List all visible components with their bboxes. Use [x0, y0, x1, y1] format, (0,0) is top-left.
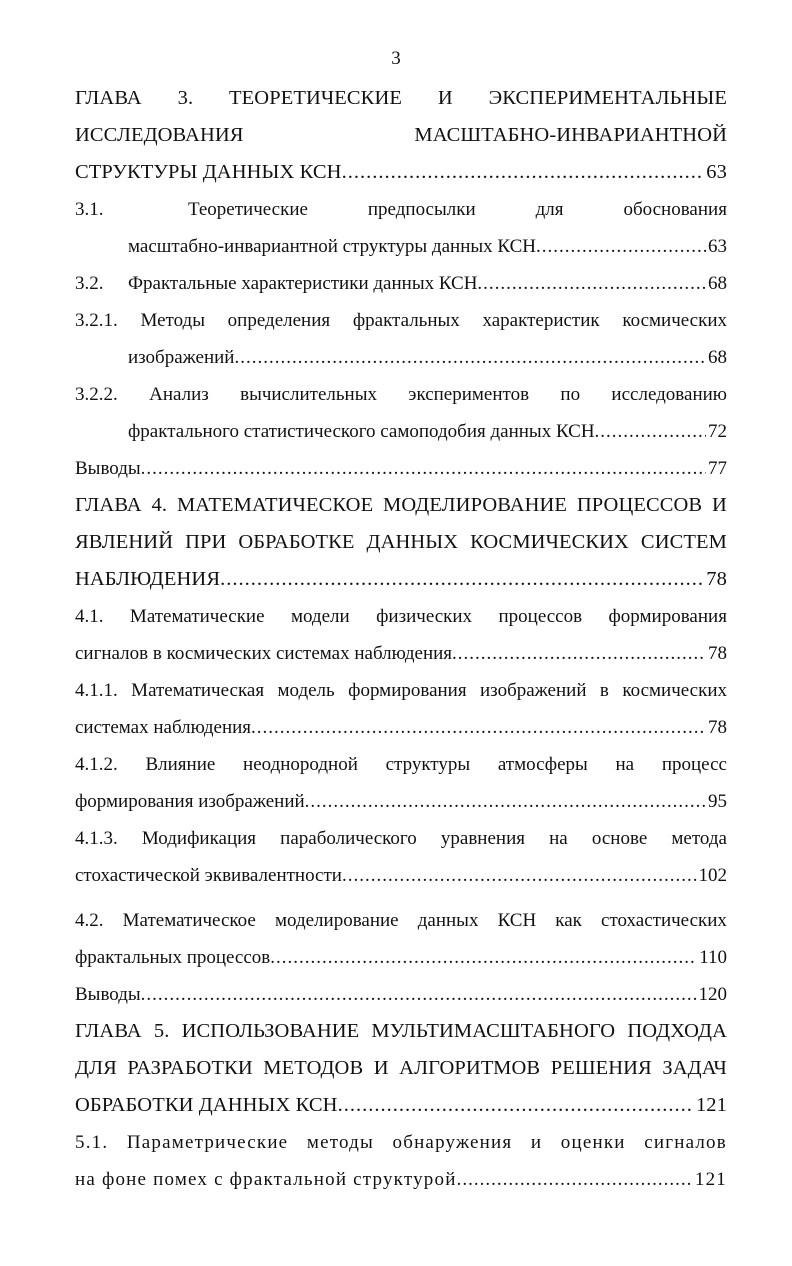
toc-word: процессов — [498, 606, 583, 627]
toc-section-number: 4.1.2. — [75, 754, 118, 775]
toc-title-text: формирования изображений — [75, 791, 305, 812]
dot-leader — [305, 783, 706, 820]
toc-word: на — [615, 754, 635, 775]
toc-word: Математическое — [122, 910, 256, 931]
toc-word: И — [712, 494, 727, 516]
toc-page-number: 121 — [695, 1094, 727, 1116]
toc-title-text: Выводы — [75, 984, 141, 1005]
toc-word: обоснования — [623, 199, 727, 220]
toc-page-number: 68 — [708, 273, 727, 294]
dot-leader — [234, 339, 706, 376]
toc-chapter-5-line-2 — [75, 1050, 727, 1087]
toc-conclusions-4 — [75, 976, 727, 1013]
toc-page-number: 120 — [698, 984, 727, 1005]
toc-title-text: масштабно-инвариантной структуры данных КСН — [128, 236, 536, 257]
toc-conclusions-3 — [75, 450, 727, 487]
toc-section-number: 3.2. — [75, 273, 104, 294]
toc-section-number: 3.2.2. — [75, 384, 118, 405]
toc-word: оценки — [560, 1132, 626, 1153]
toc-word: параболического — [280, 828, 417, 849]
toc-word: И — [373, 1057, 389, 1079]
toc-title-text: фрактального статистического самоподобия данных КСН — [128, 421, 595, 442]
toc-word: физических — [376, 606, 473, 627]
toc-section-3-2 — [75, 265, 727, 302]
dot-leader — [342, 154, 705, 191]
toc-word: уравнения — [440, 828, 525, 849]
toc-word: формирования — [608, 606, 727, 627]
toc-title-text: фрактальных процессов — [75, 947, 271, 968]
toc-section-4-2-line-1 — [75, 902, 727, 939]
toc-word: КСН — [497, 910, 537, 931]
toc-word: модель — [277, 680, 335, 701]
toc-word: ГЛАВА — [75, 494, 142, 516]
toc-word: ГЛАВА — [75, 87, 142, 109]
toc-page-number: 95 — [708, 791, 727, 812]
toc-word: ИССЛЕДОВАНИЯ — [75, 124, 244, 146]
toc-word: КОСМИЧЕСКИХ — [470, 531, 629, 553]
toc-word: данных — [417, 910, 479, 931]
toc-page-number: 110 — [699, 947, 727, 968]
toc-word: Влияние — [145, 754, 216, 775]
toc-word: исследованию — [611, 384, 727, 405]
toc-word: обнаружения — [392, 1132, 513, 1153]
table-of-contents — [75, 80, 727, 1198]
toc-word: ОБРАБОТКЕ — [238, 531, 355, 553]
toc-word: МАТЕМАТИЧЕСКОЕ — [176, 494, 374, 516]
dot-leader — [452, 635, 706, 672]
toc-chapter-3-line-1 — [75, 80, 727, 117]
toc-word: Параметрические — [126, 1132, 289, 1153]
toc-section-number: 3.2.1. — [75, 310, 118, 331]
toc-word: как — [555, 910, 582, 931]
dot-leader — [477, 265, 706, 302]
toc-title-text: изображений — [128, 347, 235, 368]
toc-section-4-1-line-2 — [75, 635, 727, 672]
toc-word: ПОДХОДА — [627, 1020, 727, 1042]
toc-word: метода — [671, 828, 727, 849]
toc-title-text: СТРУКТУРЫ ДАННЫХ КСН — [75, 161, 342, 183]
toc-word: для — [535, 199, 564, 220]
toc-word: Математические — [129, 606, 265, 627]
toc-chapter-5-line-3 — [75, 1087, 727, 1124]
toc-section-3-1-line-1 — [75, 191, 727, 228]
toc-word: формирования — [348, 680, 467, 701]
toc-word: И — [437, 87, 453, 109]
toc-section-5-1-line-1 — [75, 1124, 727, 1161]
toc-word: на — [549, 828, 568, 849]
toc-word: космических — [622, 310, 727, 331]
dot-leader — [141, 450, 706, 487]
toc-chapter-4-line-1 — [75, 487, 727, 524]
toc-word: ЭКСПЕРИМЕНТАЛЬНЫЕ — [488, 87, 727, 109]
toc-word: ДЛЯ — [75, 1057, 117, 1079]
toc-page-number: 102 — [698, 865, 727, 886]
toc-word: экспериментов — [408, 384, 530, 405]
toc-chapter-4-line-3 — [75, 561, 727, 598]
dot-leader — [251, 709, 706, 746]
toc-section-5-1-line-2 — [75, 1161, 727, 1198]
toc-word: характеристик — [482, 310, 600, 331]
toc-chapter-5-line-1 — [75, 1013, 727, 1050]
dot-leader — [595, 413, 706, 450]
toc-word: процесс — [661, 754, 727, 775]
toc-page-number: 121 — [694, 1169, 727, 1190]
toc-word: МОДЕЛИРОВАНИЕ — [383, 494, 568, 516]
toc-title-text: на фоне помех с фрактальной структурой — [75, 1169, 457, 1190]
toc-section-3-2-2-line-2 — [75, 413, 727, 450]
toc-section-3-1-line-2 — [75, 228, 727, 265]
toc-chapter-4-line-2 — [75, 524, 727, 561]
toc-section-4-1-line-1 — [75, 598, 727, 635]
toc-title-text: стохастической эквивалентности — [75, 865, 342, 886]
toc-section-4-1-2-line-1 — [75, 746, 727, 783]
toc-word: стохастических — [601, 910, 727, 931]
toc-word: ПРИ — [185, 531, 227, 553]
toc-section-4-1-2-line-2 — [75, 783, 727, 820]
toc-word: модели — [290, 606, 350, 627]
toc-word: РЕШЕНИЯ — [550, 1057, 652, 1079]
dot-leader — [141, 976, 697, 1013]
toc-section-4-1-3-line-2 — [75, 857, 727, 894]
toc-word: 3. — [177, 87, 194, 109]
toc-word: МУЛЬТИМАСШТАБНОГО — [371, 1020, 616, 1042]
dot-leader — [536, 228, 706, 265]
toc-word: неоднородной — [243, 754, 358, 775]
toc-word: Модификация — [141, 828, 257, 849]
toc-title-text: Фрактальные характеристики данных КСН — [128, 273, 478, 294]
dot-leader — [342, 857, 697, 894]
toc-word: и — [530, 1132, 543, 1153]
toc-word: изображений — [480, 680, 587, 701]
toc-word: ПРОЦЕССОВ — [576, 494, 703, 516]
toc-section-number: 3.1. — [75, 199, 104, 220]
toc-chapter-3-line-2 — [75, 117, 727, 154]
toc-word: по — [560, 384, 581, 405]
toc-section-3-2-1-line-1 — [75, 302, 727, 339]
dot-leader — [220, 561, 704, 598]
toc-section-number: 5.1. — [75, 1132, 109, 1153]
toc-word: ИСПОЛЬЗОВАНИЕ — [181, 1020, 360, 1042]
toc-word: Теоретические — [187, 199, 308, 220]
dot-leader — [270, 939, 697, 976]
toc-section-4-1-1-line-2 — [75, 709, 727, 746]
toc-word: 5. — [153, 1020, 170, 1042]
toc-word: Анализ — [149, 384, 209, 405]
toc-title-text: Выводы — [75, 458, 141, 479]
toc-section-4-2-line-2 — [75, 939, 727, 976]
toc-section-number: 4.2. — [75, 910, 104, 931]
toc-word: атмосферы — [497, 754, 588, 775]
toc-word: фрактальных — [352, 310, 460, 331]
toc-word: МЕТОДОВ — [263, 1057, 364, 1079]
toc-page-number: 78 — [708, 643, 727, 664]
spacer — [75, 894, 727, 902]
dot-leader — [457, 1161, 693, 1198]
toc-title-text: ОБРАБОТКИ ДАННЫХ КСН — [75, 1094, 338, 1116]
toc-page-number: 63 — [708, 236, 727, 257]
toc-word: ДАННЫХ — [366, 531, 459, 553]
toc-section-number: 4.1.3. — [75, 828, 118, 849]
toc-word: РАЗРАБОТКИ — [127, 1057, 253, 1079]
toc-word: основе — [591, 828, 648, 849]
page-number: 3 — [391, 48, 401, 69]
toc-word: Математическая — [131, 680, 265, 701]
toc-word: СИСТЕМ — [640, 531, 727, 553]
toc-word: ЯВЛЕНИЙ — [75, 531, 174, 553]
toc-word: космических — [622, 680, 727, 701]
toc-chapter-3-line-3 — [75, 154, 727, 191]
toc-title-text: сигналов в космических системах наблюдения — [75, 643, 453, 664]
toc-word: определения — [227, 310, 331, 331]
toc-word: АЛГОРИТМОВ — [399, 1057, 541, 1079]
toc-section-4-1-3-line-1 — [75, 820, 727, 857]
dot-leader — [338, 1087, 694, 1124]
toc-page-number: 63 — [706, 161, 727, 183]
toc-section-3-2-2-line-1 — [75, 376, 727, 413]
toc-section-4-1-1-line-1 — [75, 672, 727, 709]
toc-word: ЗАДАЧ — [662, 1057, 727, 1079]
toc-word: моделирование — [274, 910, 399, 931]
toc-section-number: 4.1.1. — [75, 680, 118, 701]
toc-page-number: 68 — [708, 347, 727, 368]
toc-section-3-2-1-line-2 — [75, 339, 727, 376]
toc-page-number: 78 — [708, 717, 727, 738]
toc-word: методы — [306, 1132, 374, 1153]
toc-section-number: 4.1. — [75, 606, 104, 627]
toc-word: сигналов — [644, 1132, 727, 1153]
toc-word: ТЕОРЕТИЧЕСКИЕ — [229, 87, 402, 109]
toc-page-number: 72 — [708, 421, 727, 442]
toc-word: Методы — [140, 310, 205, 331]
toc-word: 4. — [151, 494, 168, 516]
toc-word: структуры — [385, 754, 471, 775]
toc-word: вычислительных — [240, 384, 377, 405]
toc-title-text: системах наблюдения — [75, 717, 252, 738]
toc-word: ГЛАВА — [75, 1020, 142, 1042]
toc-word: МАСШТАБНО-ИНВАРИАНТНОЙ — [414, 124, 727, 146]
toc-word: в — [599, 680, 609, 701]
toc-page-number: 78 — [706, 568, 727, 590]
toc-title-text: НАБЛЮДЕНИЯ — [75, 568, 221, 590]
toc-word: предпосылки — [367, 199, 476, 220]
toc-page-number: 77 — [708, 458, 727, 479]
